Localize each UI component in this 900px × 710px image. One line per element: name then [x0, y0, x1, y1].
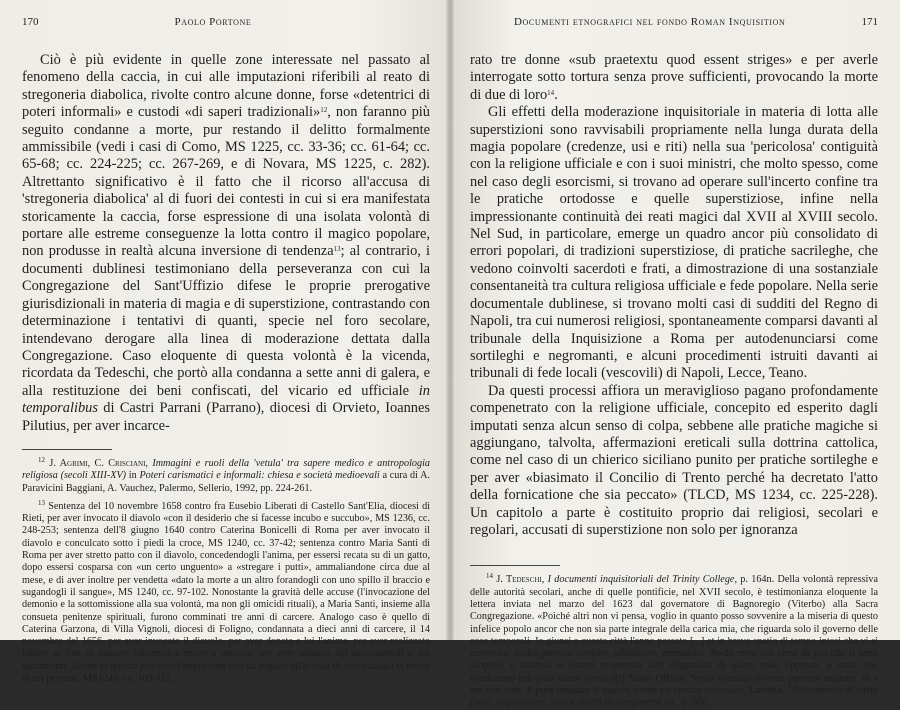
footnote: $^{13}$ Sentenza del 10 novembre 1658 contro fra Eusebio Liberati di Castello Sant'Elia, diocesi di Rieti, per aver invocato il diavolo «con il desiderio che si facesse incubo e succubo», MS 1236, cc. 248-253; sentenza dell'8 giugno 1640 contro Caterina Bonicelli di Roma per aver invocato il diavolo e conculcato sotto i piedi la croce, MS 1240, cc. 37-42; sentenza contro Maria Santi di Roma per aver stretto patto con il diavolo, concedendogli l'anima, per essersi recata su di un gatto, dopo essersi cosparsa con «un certo unguento» a «stregare i putti», ammaliandone circa due al mese, e di aver inoltre per vendetta «dato la morte a un altro forandogli con uno spillo il braccio e sugandogli il sangue», MS 1240, cc. 97-102. Nonostante la gravità delle accuse (l'invocazione del demonio e la sottomissione alla sua volontà, ma non gli omicidi rituali), a Maria Santi, insieme alla consueta penitenze spirituali, furono comminati tre anni di carcere. Analogo caso è quello di Caterina Garzona, di Villa Vignoli, diocesi di Foligno, condannata a dieci anni di carcere, il 14 novembre del 1656, per aver invocato il diavolo, per aver donata a lui l'anima, per aver realizzato fatture al fine di causare infermità e morte-a persone, per aver abusato dei sacramentali e dei sacramenti. Anche in questo processo l'inquisitore non dà seguito all'accusa di aver causato la morte di sei persone, MS1240, cc. 109-112. — [22, 498, 431, 684]
right-body-text — [470, 52, 878, 539]
right-page-header — [470, 16, 878, 34]
left-footnotes — [22, 449, 430, 685]
body-paragraph: Da questi processi affiora un meraviglioso pagano profondamente compenetrato con la religione ufficiale, concepito ed esperito dagli imputati senza alcun senso di colpa, sebbene alle pratiche magiche si aggiungano, talvolta, affermazioni ereticali sulla dottrina cattolica, come nel caso di un chierico siciliano punito per pratiche sortileghe e per aver «biasimato il Concilio di Trento perché ha decretato l'atto della fornicatione che sia peccato» (TLCD, MS 1234, cc. 225-228). Un capitolo a parte è costituito proprio dai religiosi, secolari e regolari, accusati di superstizione non solo per ignoranza — [470, 382, 878, 538]
right-page — [450, 0, 900, 709]
page-number: 171 — [861, 16, 878, 28]
footnote-ref[interactable]: 14 — [547, 88, 555, 97]
book-gutter — [446, 0, 454, 640]
running-head: Paolo Portone — [174, 16, 252, 28]
page-number: 170 — [22, 16, 39, 28]
footnote: $^{14}$ J. Tedeschi, I documenti inquisitoriali del Trinity College, p. 164n. Della volontà repressiva delle autorità secolari, anche di quelle pontificie, nel XVII secolo, è testimonianza eloquente la lettera inviata nel marzo del 1623 dal governatore di Bagnoregio (Viterbo) alla Sacra Congregazione. «Poiché altri non vi pensa, voglio in quanto posso sovvenire a la miseria di questo infelice popolo ancor che non sia parte integrale della carica mia, che riguarda solo il governo delle cose temporali. Io giunsi a questa città l'anno passato [...] et in breve spatio di tempo intesi che vi si trovavano molte persone streg̃ate, affatturate, ammaliate. Pochi mesi son corsi da poi che si sono scoperti, e tuttavia si vanno scoprendo altri disgraziati di questi mali oppressi, e tanti, che n'inducono per pietà darne conto a[l] Santo Officio. Sento nominar diverse persone sospette, et a me non note. E pure nessuno si muove, come s'a veruno toccasse», Lavenia, "Anticamente di misto foro". Inquisizione, stati e delitti di stregoneria cit., p. 56n. — [470, 572, 878, 709]
left-page — [0, 0, 450, 684]
right-footnotes — [470, 565, 878, 709]
running-head: Documenti etnografici nel fondo Roman Inquisition — [514, 16, 786, 28]
footnote-ref[interactable]: 13 — [333, 245, 341, 254]
body-paragraph: rato tre donne «sub praetextu quod essent striges» e per averle interrogate sotto tortura senza prove sufficienti, provocando la morte di due di loro$^{14}$. — [470, 52, 878, 103]
body-paragraph: Gli effetti della moderazione inquisitoriale in materia di lotta alle superstizioni sono ravvisabili propriamente nella lunga durata della magia popolare (credenze, usi e riti) nella sua 'pericolosa' contiguità con la religione ufficiale e con i suoi ministri, che molto spesso, come nel caso degli esorcismi, si trovano ad operare sull'incerto confine tra le pratiche ortodosse e quelle superstiziose, infine nella impressionante continuità dei reati magici dal XVII al XVIII secolo. Nel Sud, in particolare, emerge un quadro ancor più consolidato di errori popolari, di tradizioni superstiziose, di pratiche sacrileghe, che vedono coinvolti sacerdoti e frati, a dimostrazione di una sostanziale consentaneità tra cultura religiosa ufficiale e fede popolare. Nella serie documentale dublinese, si trovano molti casi di sudditi del Regno di Napoli, tra cui numerosi religiosi, spontaneamente comparsi davanti al tribunale della Inquisizione a Roma per autodenunciarsi come sortileghi e negromanti, e alcuni procedimenti istruiti davanti ai tribunali di fede locali (vescovili) di Napoli, Lecce, Teano. — [470, 104, 878, 382]
footnote-ref[interactable]: 12 — [320, 106, 328, 115]
footnote-divider — [22, 449, 112, 450]
left-page-header — [22, 16, 430, 34]
footnote-divider — [470, 565, 560, 566]
left-body-text — [22, 52, 430, 435]
body-paragraph: Ciò è più evidente in quelle zone interessate nel passato al fenomeno della caccia, in cui alle imputazioni riferibili al reato di stregoneria diabolica, rivolte contro alcune donne, forse «detentrici di poteri informali» e custodi «di saperi tradizionali»$^{12}$, non faranno più seguito condanne a morte, pur restando il delitto formalmente ammissibile (vedi i casi di Como, MS 1225, cc. 33-36; cc. 61-64; cc. 65-68; cc. 224-225; cc. 267-269, e di Novara, MS 1225, c. 282). Altrettanto significativo è il fatto che il ricorso all'accusa di 'stregoneria diabolica' al di fuori dei contesti in cui si era manifestata storicamente la caccia, forse espressione di una isolata volontà di portare alle estreme conseguenze la lotta contro il magico popolare, non produsse in realtà alcuna inversione di tendenza$^{13}$; al contrario, i documenti dublinesi testimoniano della perseveranza con cui la Congregazione del Sant'Uffizio difese le proprie prerogative giurisdizionali in materia di magia e di superstizione, contrastando con determinazione i tentativi di quanti, specie nel foro secolare, intendevano derogare alla linea di moderazione dettata dalla Congregazione. Caso eloquente di questa volontà è la vicenda, ricordata da Tedeschi, che portò alla condanna a sette anni di galera, e alla restituzione dei beni confiscati, del vicario ed ufficiale in temporalibus di Castri Parrani (Parrano), diocesi di Orvieto, Ioannes Pilutius, per aver incarce- — [22, 52, 430, 434]
footnote: $^{12}$ J. Agrimi, C. Crisciani, Immagini e ruoli della 'vetula' tra sapere medico e antropologia religiosa (secoli XIII-XV) in Poteri carismatici e informali: chiesa e società medioevali a cura di A. Paravicini Baggiani, A. Vauchez, Palermo, Sellerio, 1992, pp. 224-261. — [22, 455, 431, 494]
